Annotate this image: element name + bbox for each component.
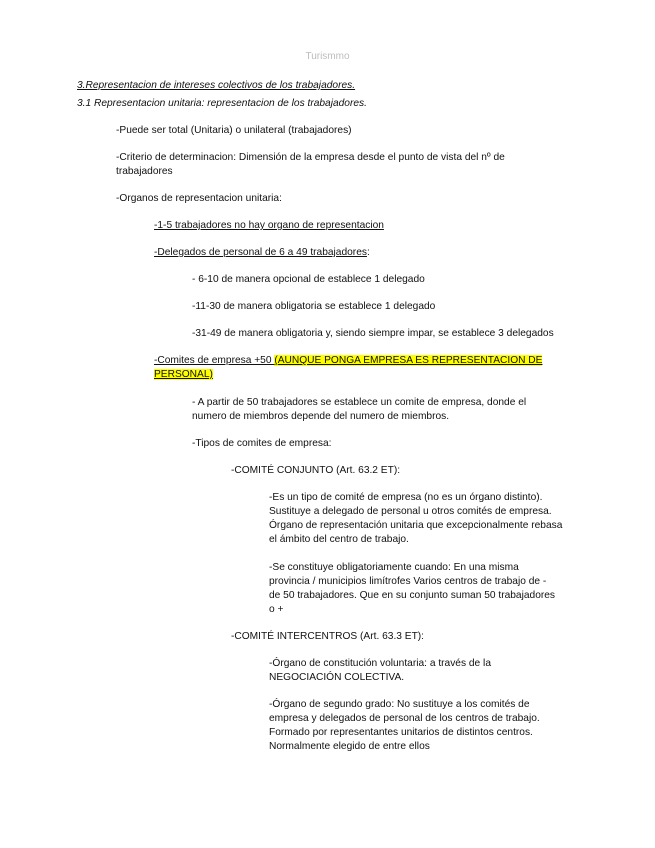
- item-delegados-text: -Delegados de personal de 6 a 49 trabajadores: [154, 247, 367, 258]
- item-1-5-trabajadores: -1-5 trabajadores no hay organo de representacion: [154, 220, 384, 231]
- subsection-heading: 3.1 Representacion unitaria: representacion de los trabajadores.: [77, 98, 367, 109]
- highlighted-note-line2: PERSONAL): [154, 369, 213, 380]
- heading-comite-conjunto: -COMITÉ CONJUNTO (Art. 63.2 ET):: [231, 465, 401, 476]
- conjunto-a-line3: Órgano de representación unitaria que excepcionalmente rebasa: [269, 520, 563, 531]
- heading-comite-intercentros: -COMITÉ INTERCENTROS (Art. 63.3 ET):: [231, 631, 425, 642]
- paragraph-total: -Puede ser total (Unitaria) o unilateral (trabajadores): [116, 125, 352, 136]
- item-comites-line2: [154, 368, 213, 382]
- conjunto-a-line4: el ámbito del centro de trabajo.: [269, 534, 409, 545]
- intercentros-b-line1: -Órgano de segundo grado: No sustituye a los comités de: [269, 699, 530, 710]
- page-header: Turismmo: [305, 51, 350, 62]
- highlighted-note-line1: (AUNQUE PONGA EMPRESA ES REPRESENTACION DE: [274, 355, 543, 366]
- item-11-30: -11-30 de manera obligatoria se establece 1 delegado: [192, 301, 436, 312]
- conjunto-b-line2: provincia / municipios limítrofes Varios centros de trabajo de -: [269, 576, 547, 587]
- item-31-49: -31-49 de manera obligatoria y, siendo siempre impar, se establece 3 delegados: [192, 328, 554, 339]
- intercentros-b-line2: empresa y delegados de personal de los centros de trabajo.: [269, 713, 540, 724]
- conjunto-b-line4: o +: [269, 604, 284, 615]
- conjunto-a-line2: Sustituye a delegado de personal u otros comités de empresa.: [269, 506, 552, 517]
- item-6-10: - 6-10 de manera opcional de establece 1 delegado: [192, 274, 425, 285]
- section-heading: 3.Representacion de intereses colectivos de los trabajadores.: [77, 80, 356, 91]
- conjunto-b-line3: de 50 trabajadores. Que en su conjunto suman 50 trabajadores: [269, 590, 556, 601]
- item-comites-line1: [154, 354, 542, 368]
- intercentros-b-line4: Normalmente elegido de entre ellos: [269, 741, 430, 752]
- paragraph-apartir-line1: - A partir de 50 trabajadores se establece un comite de empresa, donde el: [192, 397, 527, 408]
- item-delegados-colon: :: [366, 247, 370, 258]
- intercentros-a-line2: NEGOCIACIÓN COLECTIVA.: [269, 672, 405, 683]
- conjunto-b-line1: -Se constituye obligatoriamente cuando: En una misma: [269, 562, 519, 573]
- paragraph-criterio-line1: -Criterio de determinacion: Dimensión de la empresa desde el punto de vista del nº de: [116, 152, 505, 163]
- paragraph-apartir-line2: numero de miembros depende del numero de miembros.: [192, 411, 450, 422]
- paragraph-tipos: -Tipos de comites de empresa:: [192, 438, 332, 449]
- intercentros-b-line3: Formado por representantes unitarios de distintos centros.: [269, 727, 533, 738]
- item-comites-text: -Comites de empresa +50: [154, 355, 275, 366]
- item-delegados-personal: [154, 246, 370, 260]
- conjunto-a-line1: -Es un tipo de comité de empresa (no es un órgano distinto).: [269, 492, 543, 503]
- intercentros-a-line1: -Órgano de constitución voluntaria: a través de la: [269, 658, 491, 669]
- paragraph-criterio-line2: trabajadores: [116, 166, 173, 177]
- paragraph-organos: -Organos de representacion unitaria:: [116, 193, 282, 204]
